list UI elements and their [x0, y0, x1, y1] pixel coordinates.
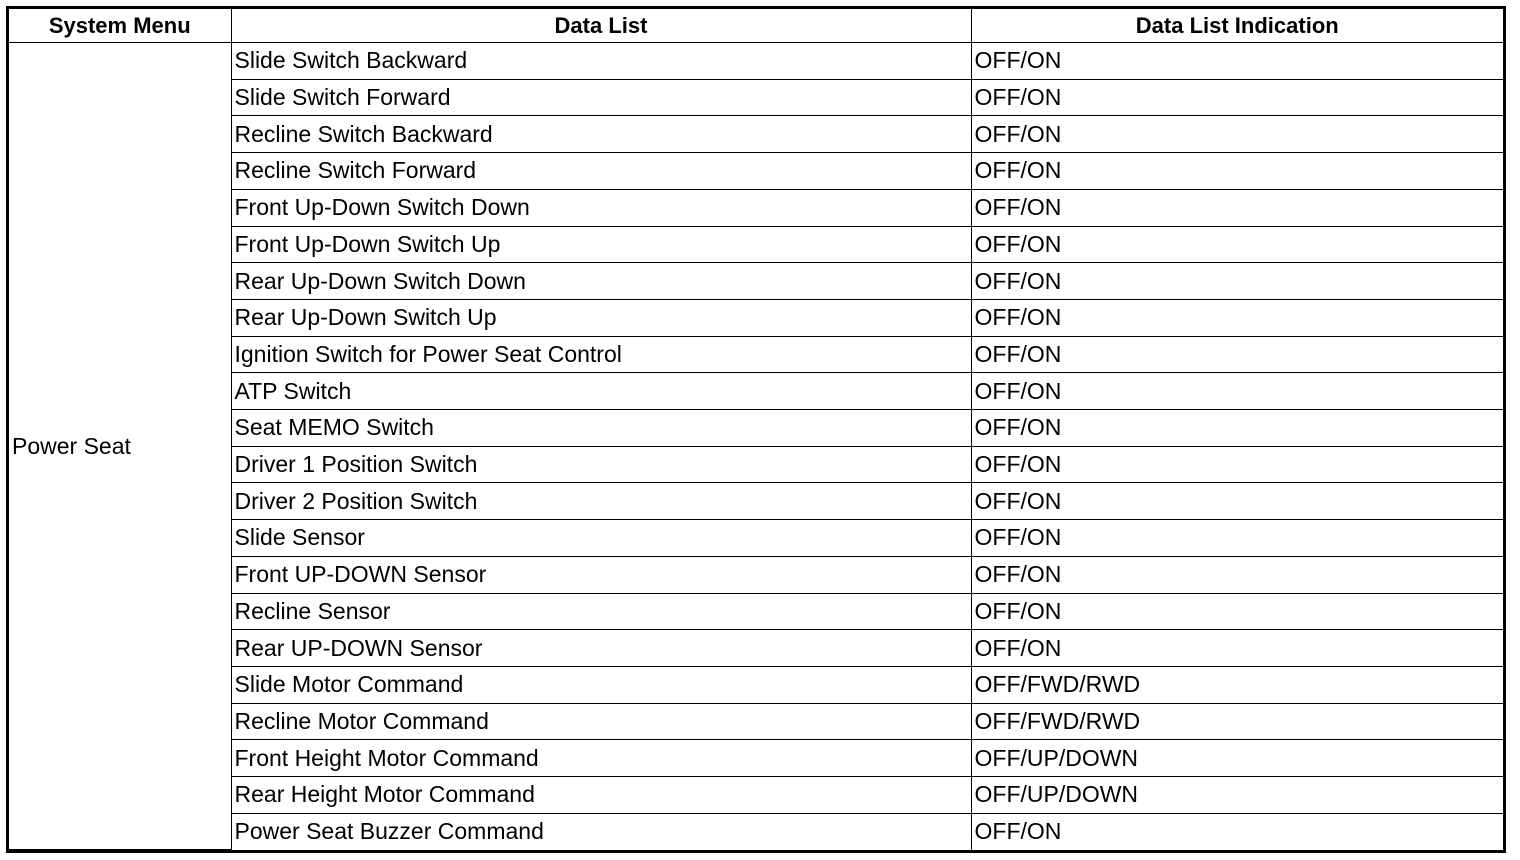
data-list-indication: OFF/ON [971, 593, 1503, 630]
data-list-indication: OFF/ON [971, 630, 1503, 667]
data-list-table-frame [6, 6, 1506, 853]
data-list-item: Slide Motor Command [231, 666, 971, 703]
table-row [9, 373, 1503, 410]
table-row [9, 556, 1503, 593]
header-data-list: Data List [231, 9, 971, 43]
header-row [9, 9, 1503, 43]
data-list-indication: OFF/ON [971, 43, 1503, 80]
data-list-indication: OFF/FWD/RWD [971, 666, 1503, 703]
table-row [9, 189, 1503, 226]
table-row [9, 703, 1503, 740]
table-row [9, 410, 1503, 447]
table-body [9, 43, 1503, 850]
data-list-item: Driver 2 Position Switch [231, 483, 971, 520]
data-list-indication: OFF/ON [971, 520, 1503, 557]
data-list-item: Rear UP-DOWN Sensor [231, 630, 971, 667]
data-list-item: Recline Motor Command [231, 703, 971, 740]
data-list-indication: OFF/ON [971, 263, 1503, 300]
table-row [9, 446, 1503, 483]
header-system-menu: System Menu [9, 9, 231, 43]
data-list-item: Rear Height Motor Command [231, 777, 971, 814]
data-list-indication: OFF/ON [971, 336, 1503, 373]
data-list-indication: OFF/UP/DOWN [971, 777, 1503, 814]
data-list-indication: OFF/ON [971, 446, 1503, 483]
data-list-indication: OFF/ON [971, 373, 1503, 410]
data-list-item: Front Height Motor Command [231, 740, 971, 777]
data-list-indication: OFF/ON [971, 226, 1503, 263]
table-row [9, 43, 1503, 80]
data-list-item: Front Up-Down Switch Up [231, 226, 971, 263]
system-menu-cell: Power Seat [9, 43, 231, 850]
data-list-indication: OFF/ON [971, 483, 1503, 520]
data-list-item: Driver 1 Position Switch [231, 446, 971, 483]
table-row [9, 483, 1503, 520]
data-list-indication: OFF/ON [971, 153, 1503, 190]
table-row [9, 299, 1503, 336]
data-list-item: Recline Sensor [231, 593, 971, 630]
data-list-item: Power Seat Buzzer Command [231, 813, 971, 849]
table-row [9, 666, 1503, 703]
data-list-indication: OFF/FWD/RWD [971, 703, 1503, 740]
data-list-indication: OFF/UP/DOWN [971, 740, 1503, 777]
table-row [9, 740, 1503, 777]
data-list-item: Ignition Switch for Power Seat Control [231, 336, 971, 373]
data-list-indication: OFF/ON [971, 116, 1503, 153]
data-list-indication: OFF/ON [971, 556, 1503, 593]
table-row [9, 520, 1503, 557]
data-list-item: Front UP-DOWN Sensor [231, 556, 971, 593]
data-list-indication: OFF/ON [971, 79, 1503, 116]
table-row [9, 336, 1503, 373]
header-data-list-indication: Data List Indication [971, 9, 1503, 43]
data-list-item: Slide Sensor [231, 520, 971, 557]
data-list-indication: OFF/ON [971, 189, 1503, 226]
table-row [9, 263, 1503, 300]
data-list-item: Slide Switch Backward [231, 43, 971, 80]
data-list-item: ATP Switch [231, 373, 971, 410]
data-list-item: Rear Up-Down Switch Up [231, 299, 971, 336]
data-list-indication: OFF/ON [971, 410, 1503, 447]
data-list-item: Front Up-Down Switch Down [231, 189, 971, 226]
data-list-item: Recline Switch Forward [231, 153, 971, 190]
table-row [9, 153, 1503, 190]
data-list-indication: OFF/ON [971, 813, 1503, 849]
data-list-indication: OFF/ON [971, 299, 1503, 336]
data-list-table [9, 9, 1503, 850]
data-list-item: Rear Up-Down Switch Down [231, 263, 971, 300]
table-row [9, 79, 1503, 116]
table-row [9, 630, 1503, 667]
table-row [9, 226, 1503, 263]
data-list-item: Slide Switch Forward [231, 79, 971, 116]
table-row [9, 777, 1503, 814]
table-row [9, 813, 1503, 849]
data-list-item: Recline Switch Backward [231, 116, 971, 153]
table-row [9, 593, 1503, 630]
data-list-item: Seat MEMO Switch [231, 410, 971, 447]
table-row [9, 116, 1503, 153]
